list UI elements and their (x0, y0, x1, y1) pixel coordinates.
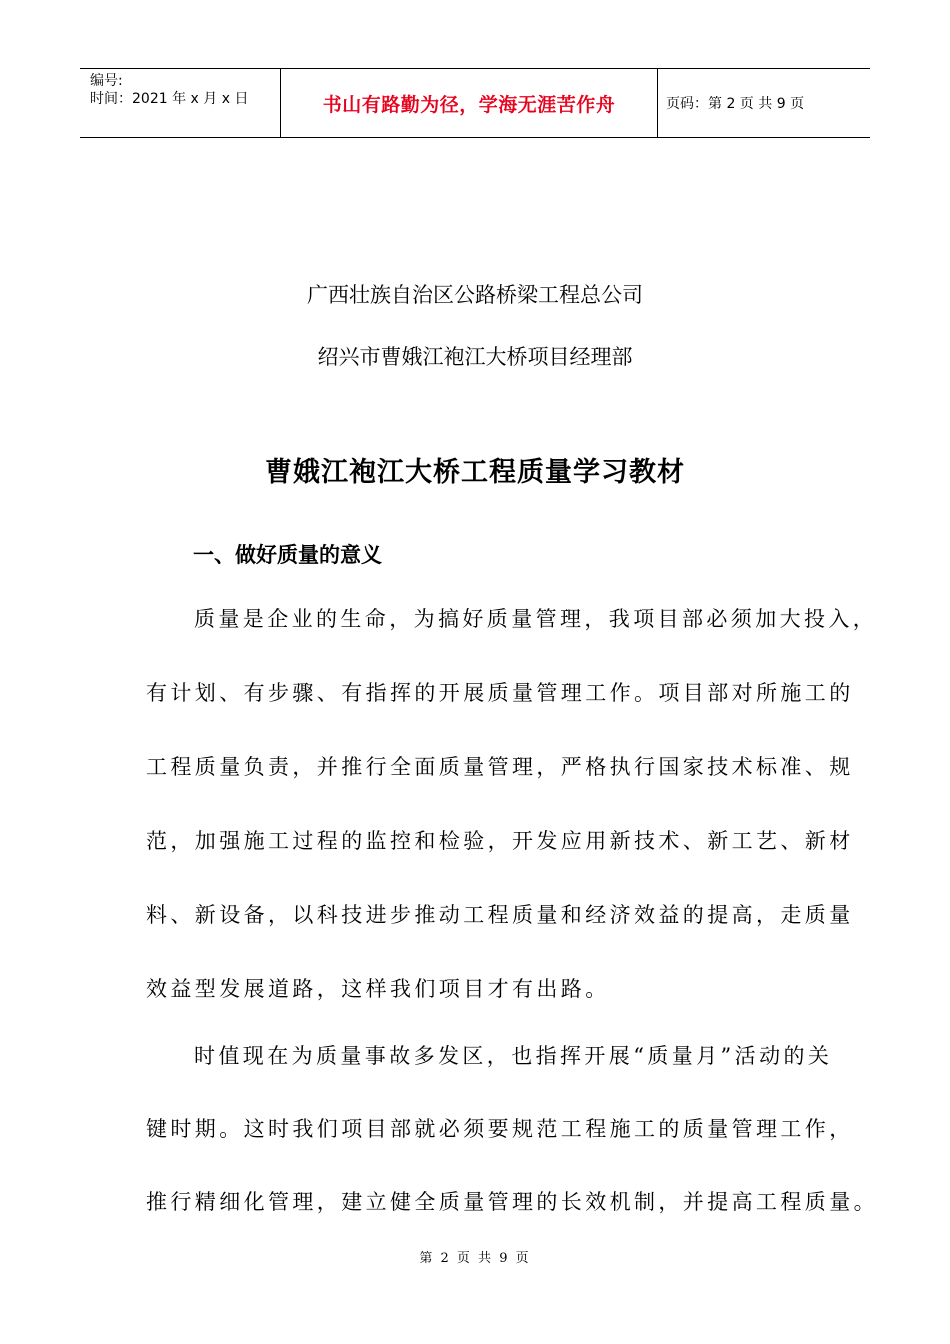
department-name: 绍兴市曹娥江袍江大桥项目经理部 (317, 345, 633, 369)
section-heading: 一、做好质量的意义 (193, 542, 382, 567)
header-motto: 书山有路勤为径，学海无涯苦作舟 (281, 69, 658, 137)
paragraph-line: 有计划、有步骤、有指挥的开展质量管理工作。项目部对所施工的 (146, 681, 854, 705)
paragraph-line: 键时期。这时我们项目部就必须要规范工程施工的质量管理工作， (146, 1117, 854, 1141)
paragraph-line: 推行精细化管理，建立健全质量管理的长效机制，并提高工程质量。 (146, 1190, 878, 1214)
document-number-label: 编号: (90, 73, 123, 89)
document-date-label: 时间：2021 年 x 月 x 日 (90, 91, 249, 107)
paragraph-line: 效益型发展道路，这样我们项目才有出路。 (146, 977, 610, 1001)
paragraph-line: 范，加强施工过程的监控和检验，开发应用新技术、新工艺、新材 (146, 829, 854, 853)
paragraph-line: 工程质量负责，并推行全面质量管理，严格执行国家技术标准、规 (146, 755, 854, 779)
paragraph-line: 时值现在为质量事故多发区，也指挥开展“质量月”活动的关 (194, 1044, 833, 1068)
header-page-info: 页码：第 2 页 共 9 页 (666, 96, 805, 112)
header-meta (80, 69, 281, 137)
page-header (80, 68, 870, 138)
company-name: 广西壮族自治区公路桥梁工程总公司 (307, 283, 643, 307)
paragraph-line: 料、新设备，以科技进步推动工程质量和经济效益的提高，走质量 (146, 903, 854, 927)
document-title: 曹娥江袍江大桥工程质量学习教材 (265, 457, 685, 488)
page-footer: 第 2 页 共 9 页 (419, 1251, 531, 1266)
paragraph-line: 质量是企业的生命，为搞好质量管理，我项目部必须加大投入， (194, 607, 878, 631)
